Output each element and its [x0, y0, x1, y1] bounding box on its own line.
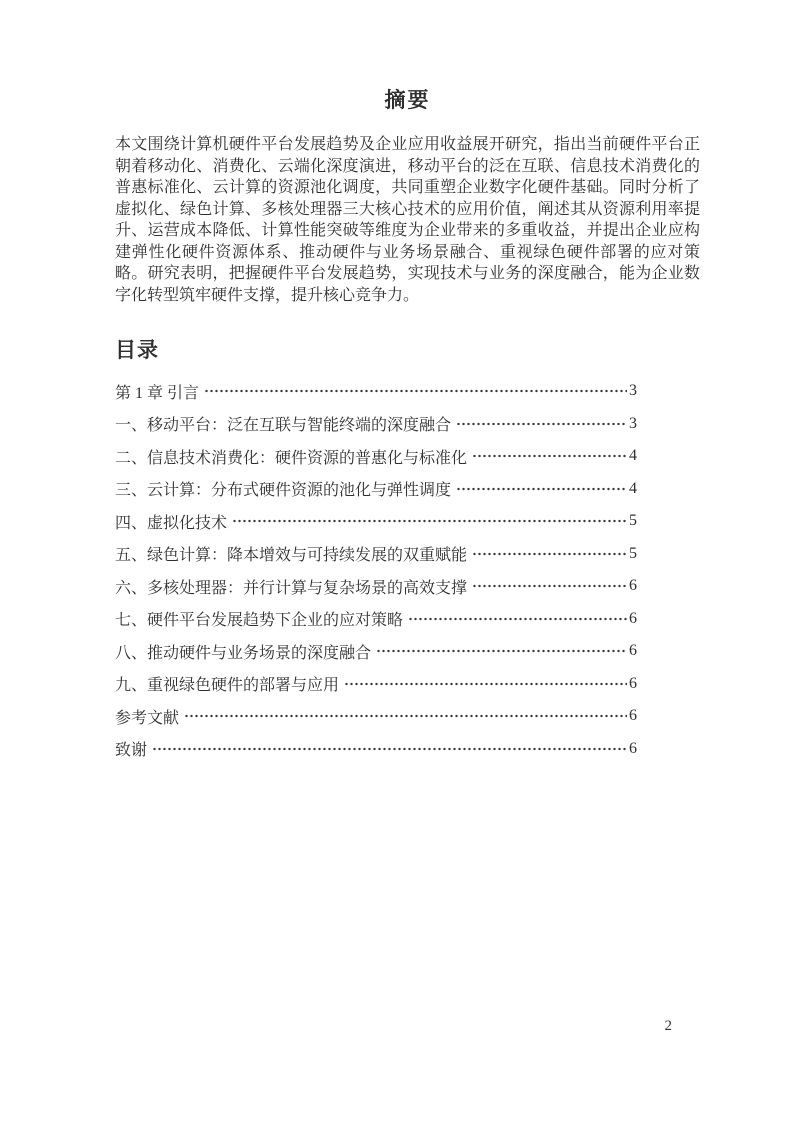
toc-dot-leader	[184, 708, 627, 724]
toc-entry-page: 6	[629, 642, 637, 660]
toc-list	[115, 375, 637, 765]
toc-title: 目录	[115, 338, 159, 362]
toc-dot-leader	[344, 676, 627, 692]
toc-entry-page: 5	[629, 544, 637, 562]
toc-entry-page: 3	[629, 382, 637, 400]
toc-entry[interactable]	[115, 505, 637, 538]
toc-dot-leader	[204, 383, 627, 399]
toc-dot-leader	[408, 611, 627, 627]
toc-dot-leader	[456, 481, 627, 497]
toc-entry[interactable]	[115, 733, 637, 766]
toc-entry-page: 3	[629, 414, 637, 432]
toc-entry-label: 九、重视绿色硬件的部署与应用	[115, 677, 340, 695]
toc-entry-page: 6	[629, 577, 637, 595]
toc-entry-page: 6	[629, 707, 637, 725]
toc-entry[interactable]	[115, 375, 637, 408]
page-number: 2	[664, 1018, 672, 1034]
toc-entry-label: 四、虚拟化技术	[115, 514, 228, 532]
toc-entry-page: 4	[629, 479, 637, 497]
toc-entry[interactable]	[115, 570, 637, 603]
toc-entry[interactable]	[115, 603, 637, 636]
abstract-paragraph: 本文围绕计算机硬件平台发展趋势及企业应用收益展开研究，指出当前硬件平台正朝着移动化、消费化、云端化深度演进，移动平台的泛在互联、信息技术消费化的普惠标准化、云计算的资源池化调度，共同重塑企业数字化硬件基础。同时分析了虚拟化、绿色计算、多核处理器三大核心技术的应用价值，阐述其从资源利用率提升、运营成本降低、计算性能突破等维度为企业带来的多重收益，并提出企业应构建弹性化硬件资源体系、推动硬件与业务场景融合、重视绿色硬件部署的应对策略。研究表明，把握硬件平台发展趋势，实现技术与业务的深度融合，能为企业数字化转型筑牢硬件支撑，提升核心竞争力。	[115, 136, 700, 304]
toc-dot-leader	[232, 513, 627, 529]
toc-entry-label: 参考文献	[115, 709, 180, 727]
toc-entry-page: 6	[629, 609, 637, 627]
toc-entry[interactable]	[115, 668, 637, 701]
toc-entry-label: 七、硬件平台发展趋势下企业的应对策略	[115, 612, 404, 630]
toc-entry-label: 一、移动平台：泛在互联与智能终端的深度融合	[115, 417, 452, 435]
toc-entry[interactable]	[115, 440, 637, 473]
toc-dot-leader	[376, 643, 627, 659]
toc-entry-label: 五、绿色计算：降本增效与可持续发展的双重赋能	[115, 547, 468, 565]
toc-entry-page: 6	[629, 739, 637, 757]
toc-entry-page: 5	[629, 512, 637, 530]
toc-dot-leader	[472, 578, 627, 594]
toc-dot-leader	[456, 416, 627, 432]
toc-entry-label: 第 1 章 引言	[115, 384, 200, 402]
toc-entry[interactable]	[115, 408, 637, 441]
toc-entry-label: 三、云计算：分布式硬件资源的池化与弹性调度	[115, 482, 452, 500]
toc-entry-page: 6	[629, 674, 637, 692]
toc-dot-leader	[152, 741, 627, 757]
toc-entry[interactable]	[115, 473, 637, 506]
toc-entry-label: 致谢	[115, 742, 148, 760]
toc-entry[interactable]	[115, 538, 637, 571]
toc-dot-leader	[472, 448, 627, 464]
toc-dot-leader	[472, 546, 627, 562]
toc-entry-page: 4	[629, 447, 637, 465]
toc-entry-label: 二、信息技术消费化：硬件资源的普惠化与标准化	[115, 449, 468, 467]
toc-entry[interactable]	[115, 700, 637, 733]
toc-entry-label: 八、推动硬件与业务场景的深度融合	[115, 644, 372, 662]
toc-entry-label: 六、多核处理器：并行计算与复杂场景的高效支撑	[115, 579, 468, 597]
toc-entry[interactable]	[115, 635, 637, 668]
abstract-title: 摘要	[384, 88, 431, 112]
